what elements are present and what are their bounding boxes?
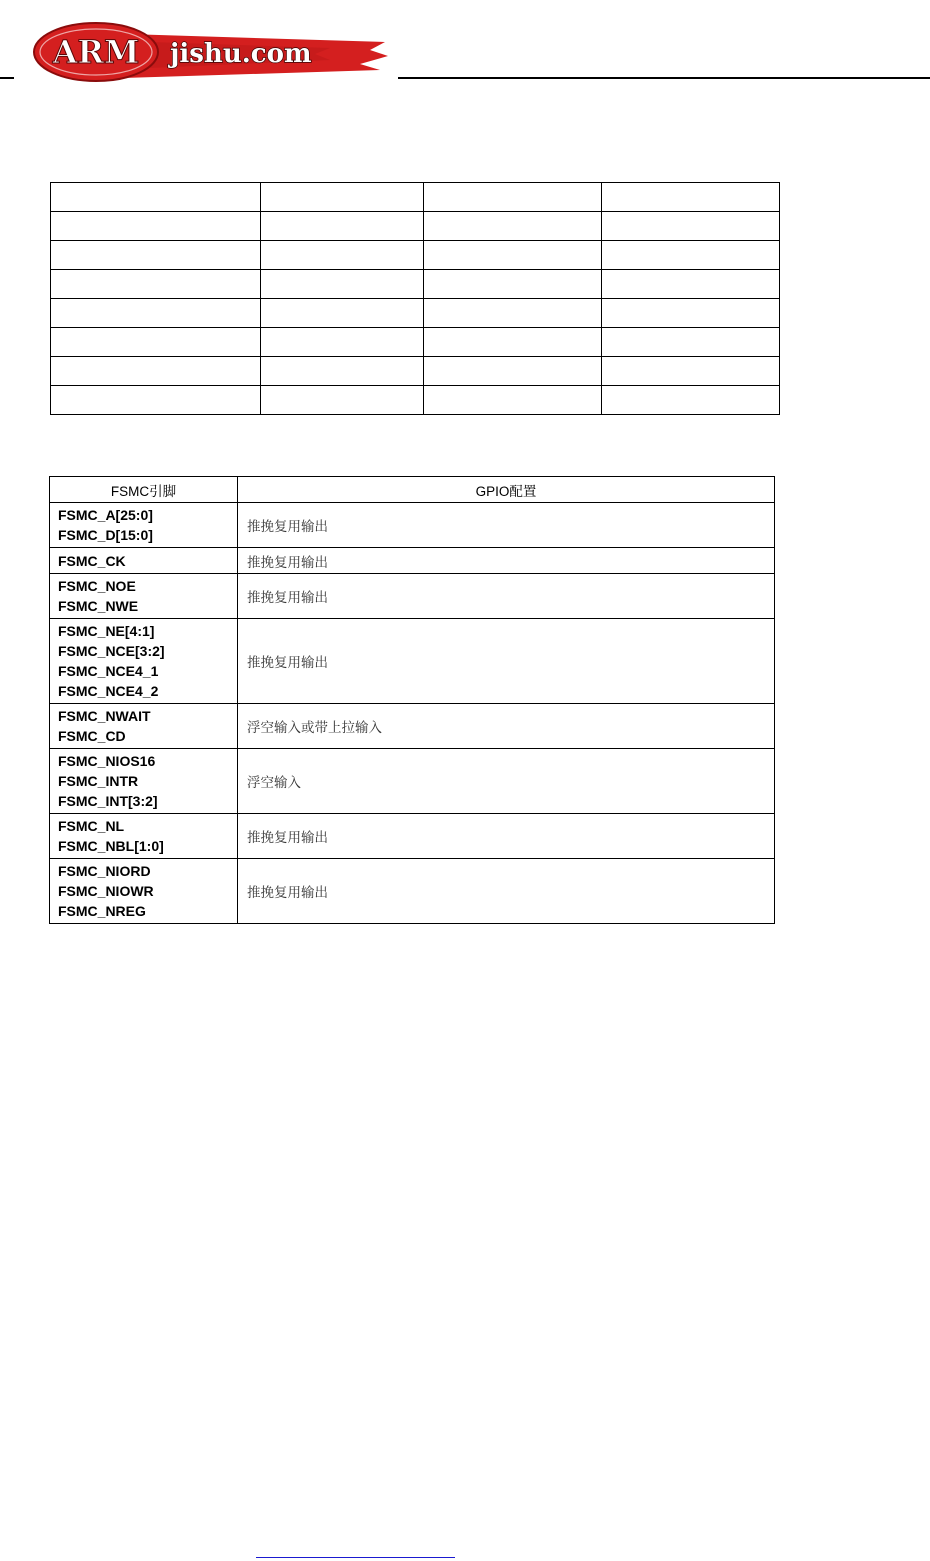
- pin-name: FSMC_NCE4_1: [58, 663, 159, 679]
- pin-name: FSMC_NBL[1:0]: [58, 838, 164, 854]
- table-cell: [261, 212, 424, 241]
- table-cell: [602, 270, 780, 299]
- gpio-config-cell: 推挽复用输出: [238, 619, 775, 704]
- table-cell: [602, 241, 780, 270]
- table-cell: [424, 183, 602, 212]
- table-cell: [424, 241, 602, 270]
- table-cell: [51, 212, 261, 241]
- table-row: [50, 574, 775, 619]
- pin-cell: [50, 749, 238, 814]
- table-cell: [261, 241, 424, 270]
- fsmc-gpio-table: [49, 476, 775, 924]
- empty-grid-table: [50, 182, 780, 415]
- header-rule-right: [398, 77, 930, 79]
- table-row: [50, 749, 775, 814]
- pin-name: FSMC_A[25:0]: [58, 507, 153, 523]
- table-cell: [51, 183, 261, 212]
- table-cell: [261, 328, 424, 357]
- table-cell: [51, 241, 261, 270]
- table-row: [50, 548, 775, 574]
- table-cell: [51, 299, 261, 328]
- table-cell: [261, 183, 424, 212]
- pin-name: FSMC_NOE: [58, 578, 136, 594]
- pin-name: FSMC_NCE4_2: [58, 683, 159, 699]
- pin-name: FSMC_NIORD: [58, 863, 151, 879]
- table-row: [51, 328, 780, 357]
- logo-text-primary: ARM: [52, 33, 140, 71]
- pin-name: FSMC_NIOWR: [58, 883, 154, 899]
- pin-name: FSMC_NWE: [58, 598, 139, 614]
- pin-name: FSMC_INT[3:2]: [58, 793, 158, 809]
- table-row: [51, 241, 780, 270]
- table-row: [51, 386, 780, 415]
- table-row: [50, 814, 775, 859]
- table-row: [51, 212, 780, 241]
- table-cell: [51, 328, 261, 357]
- table-cell: [602, 386, 780, 415]
- pin-cell: [50, 859, 238, 924]
- pin-name: FSMC_NREG: [58, 903, 146, 919]
- pin-name: FSMC_NL: [58, 818, 125, 834]
- table-cell: [424, 270, 602, 299]
- table-cell: [602, 299, 780, 328]
- pin-name: FSMC_NE[4:1]: [58, 623, 155, 639]
- table-cell: [424, 299, 602, 328]
- pin-name: FSMC_CD: [58, 728, 126, 744]
- table-cell: [602, 183, 780, 212]
- gpio-config-cell: 浮空输入: [238, 749, 775, 814]
- table-cell: [424, 212, 602, 241]
- table-cell: [261, 386, 424, 415]
- header-rule-left: [0, 77, 14, 79]
- table-row: [50, 619, 775, 704]
- table-cell: [424, 357, 602, 386]
- table-header-row: [50, 477, 775, 503]
- pin-name: FSMC_NWAIT: [58, 708, 151, 724]
- table-row: [50, 859, 775, 924]
- footer-link-underline[interactable]: [256, 1557, 455, 1558]
- table-cell: [602, 357, 780, 386]
- pin-name: FSMC_INTR: [58, 773, 139, 789]
- gpio-config-cell: 推挽复用输出: [238, 859, 775, 924]
- table-cell: [261, 357, 424, 386]
- header-fsmc-pin: FSMC引脚: [50, 477, 238, 503]
- pin-name: FSMC_CK: [58, 552, 126, 569]
- table-cell: [602, 212, 780, 241]
- table-row: [51, 183, 780, 212]
- site-logo[interactable]: [30, 20, 390, 84]
- table-cell: [424, 386, 602, 415]
- gpio-config-cell: 推挽复用输出: [238, 574, 775, 619]
- pin-cell: [50, 704, 238, 749]
- table-cell: [51, 357, 261, 386]
- table-cell: [51, 386, 261, 415]
- table-row: [50, 704, 775, 749]
- pin-name: FSMC_NCE[3:2]: [58, 643, 165, 659]
- gpio-config-cell: 推挽复用输出: [238, 503, 775, 548]
- pin-name: FSMC_NIOS16: [58, 753, 156, 769]
- table-row: [51, 270, 780, 299]
- pin-cell: [50, 619, 238, 704]
- pin-name: FSMC_D[15:0]: [58, 527, 153, 543]
- table-row: [51, 357, 780, 386]
- table-cell: [261, 270, 424, 299]
- header-gpio-config: GPIO配置: [238, 477, 775, 503]
- pin-cell: [50, 548, 238, 574]
- table-cell: [602, 328, 780, 357]
- table-row: [50, 503, 775, 548]
- table-cell: [261, 299, 424, 328]
- table-row: [51, 299, 780, 328]
- logo-graphic: [30, 20, 390, 84]
- gpio-config-cell: 浮空输入或带上拉输入: [238, 704, 775, 749]
- gpio-config-cell: 推挽复用输出: [238, 548, 775, 574]
- pin-cell: [50, 503, 238, 548]
- table-cell: [424, 328, 602, 357]
- gpio-config-cell: 推挽复用输出: [238, 814, 775, 859]
- table-cell: [51, 270, 261, 299]
- logo-text-secondary: jishu.com: [170, 39, 312, 69]
- pin-cell: [50, 574, 238, 619]
- pin-cell: [50, 814, 238, 859]
